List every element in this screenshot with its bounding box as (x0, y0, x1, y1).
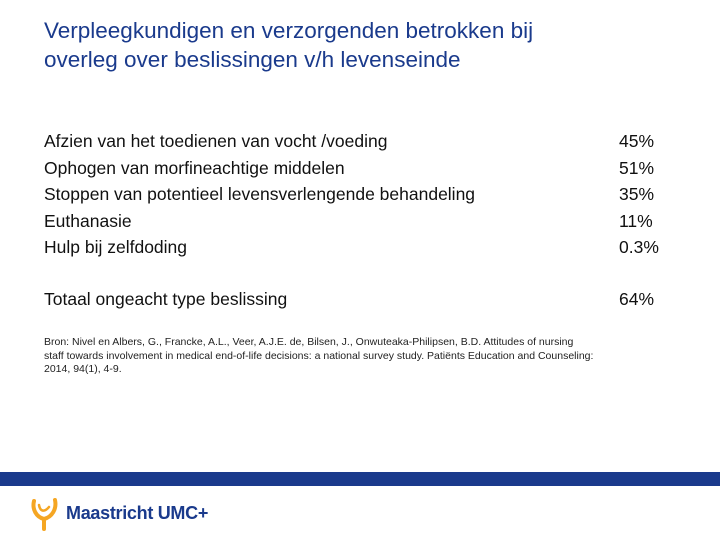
logo-text: Maastricht UMC+ (66, 502, 209, 523)
item-value: 11% (619, 210, 653, 231)
item-value: 35% (619, 184, 655, 204)
maastricht-umc-logo-icon (30, 495, 60, 531)
source-line-1: Bron: Nivel en Albers, G., Francke, A.L., Veer, A.J.E. de, Bilsen, J., Onwuteaka-Philipsen, B.D. Attitudes of nursing (44, 336, 574, 348)
list-item (44, 128, 684, 155)
item-label: Stoppen van potentieel levensverlengende behandeling (44, 184, 476, 204)
item-label: Euthanasie (44, 210, 132, 231)
list-item (44, 234, 684, 261)
item-value: 45% (619, 131, 655, 151)
source-line-3: 2014, 94(1), 4-9. (44, 363, 122, 375)
title-line-1: Verpleegkundigen en verzorgenden betrokken bij (44, 18, 534, 43)
footer-bar (0, 472, 720, 486)
source-citation (44, 336, 684, 377)
list-item (44, 181, 684, 208)
list-item (44, 155, 684, 182)
item-label: Afzien van het toedienen van vocht /voeding (44, 131, 388, 151)
list-item (44, 208, 684, 235)
item-label: Hulp bij zelfdoding (44, 237, 188, 257)
total-row (44, 286, 684, 313)
item-value: 51% (619, 157, 655, 178)
item-value: 0.3% (619, 237, 659, 257)
item-label: Ophogen van morfineachtige middelen (44, 157, 345, 178)
source-line-2: staff towards involvement in medical end-of-life decisions: a national survey study. Patiënts Education and Counseling: (44, 349, 594, 362)
title-line-2: overleg over beslissingen v/h levenseinde (44, 47, 461, 72)
total-label: Totaal ongeacht type beslissing (44, 289, 288, 309)
total-value: 64% (619, 289, 655, 309)
decision-list (44, 128, 684, 261)
maastricht-umc-logo (30, 494, 208, 532)
page-title (44, 16, 684, 74)
